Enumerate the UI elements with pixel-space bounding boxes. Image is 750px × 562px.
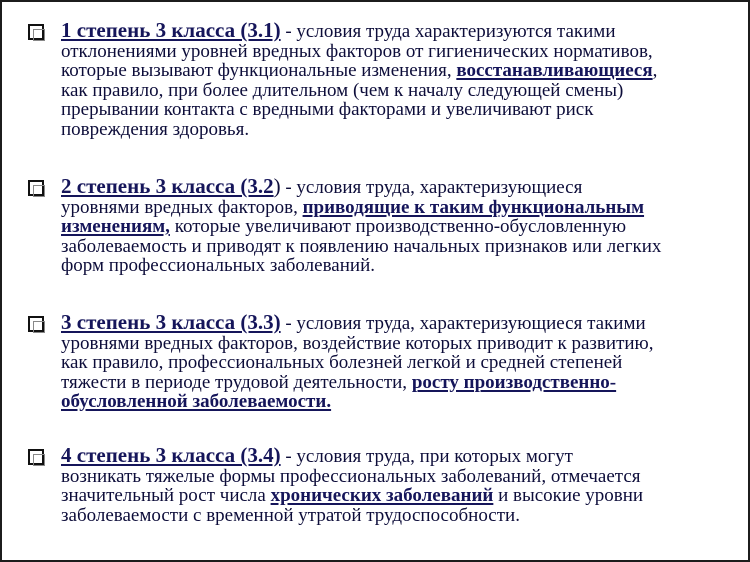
emphasis-text: обусловленной заболеваемости. [61, 391, 332, 412]
emphasis-text: приводящие к таким функциональным [302, 196, 645, 218]
item-heading: 3 степень 3 класса (3.3) [61, 310, 281, 334]
emphasis-text: изменениям, [61, 216, 170, 237]
checkbox-bullet-icon [28, 24, 44, 40]
checkbox-bullet-icon [28, 449, 44, 465]
item-heading: 1 степень 3 класса (3.1) [61, 18, 281, 42]
emphasis-text: восстанавливающиеся [456, 60, 653, 81]
bullet-item-4: 4 степень 3 класса (3.4) - условия труда, при которых могут возникать тяжелые формы профессиональных заболеваний, отмечается значительный рост числа хронических заболеваний и высокие уровни заболеваемости с временной утратой трудоспособности. [32, 446, 732, 525]
checkbox-bullet-icon [28, 316, 44, 332]
item-heading: 4 степень 3 класса (3.4) [61, 443, 281, 467]
checkbox-bullet-icon [28, 180, 44, 196]
emphasis-text: хронических заболеваний [270, 485, 494, 506]
emphasis-text: росту производственно- [411, 371, 617, 393]
item-heading: 2 степень 3 класса (3.2 [61, 174, 274, 198]
bullet-item-2: 2 степень 3 класса (3.2) - условия труда, характеризующиеся уровнями вредных факторов, приводящие к таким функциональным изменениям, которые увеличивают производственно-обусловленную заболеваемость и приводят к появлению начальных признаков или легких форм профессиональных заболеваний. [32, 177, 732, 276]
bullet-item-3: 3 степень 3 класса (3.3) - условия труда, характеризующиеся такими уровнями вредных факторов, воздействие которых приводит к развитию, как правило, профессиональных болезней легкой и средней степеней тяжести в периоде трудовой деятельности, росту производственно- обусловленной заболеваемости. [32, 313, 732, 412]
bullet-item-1: 1 степень 3 класса (3.1) - условия труда характеризуются такими отклонениями уровней вредных факторов от гигиенических нормативов, которые вызывают функциональные изменения, восстанавливающиеся, как правило, при более длительном (чем к началу следующей смены) прерывании контакта с вредными факторами и увеличивают риск повреждения здоровья. [32, 21, 732, 139]
